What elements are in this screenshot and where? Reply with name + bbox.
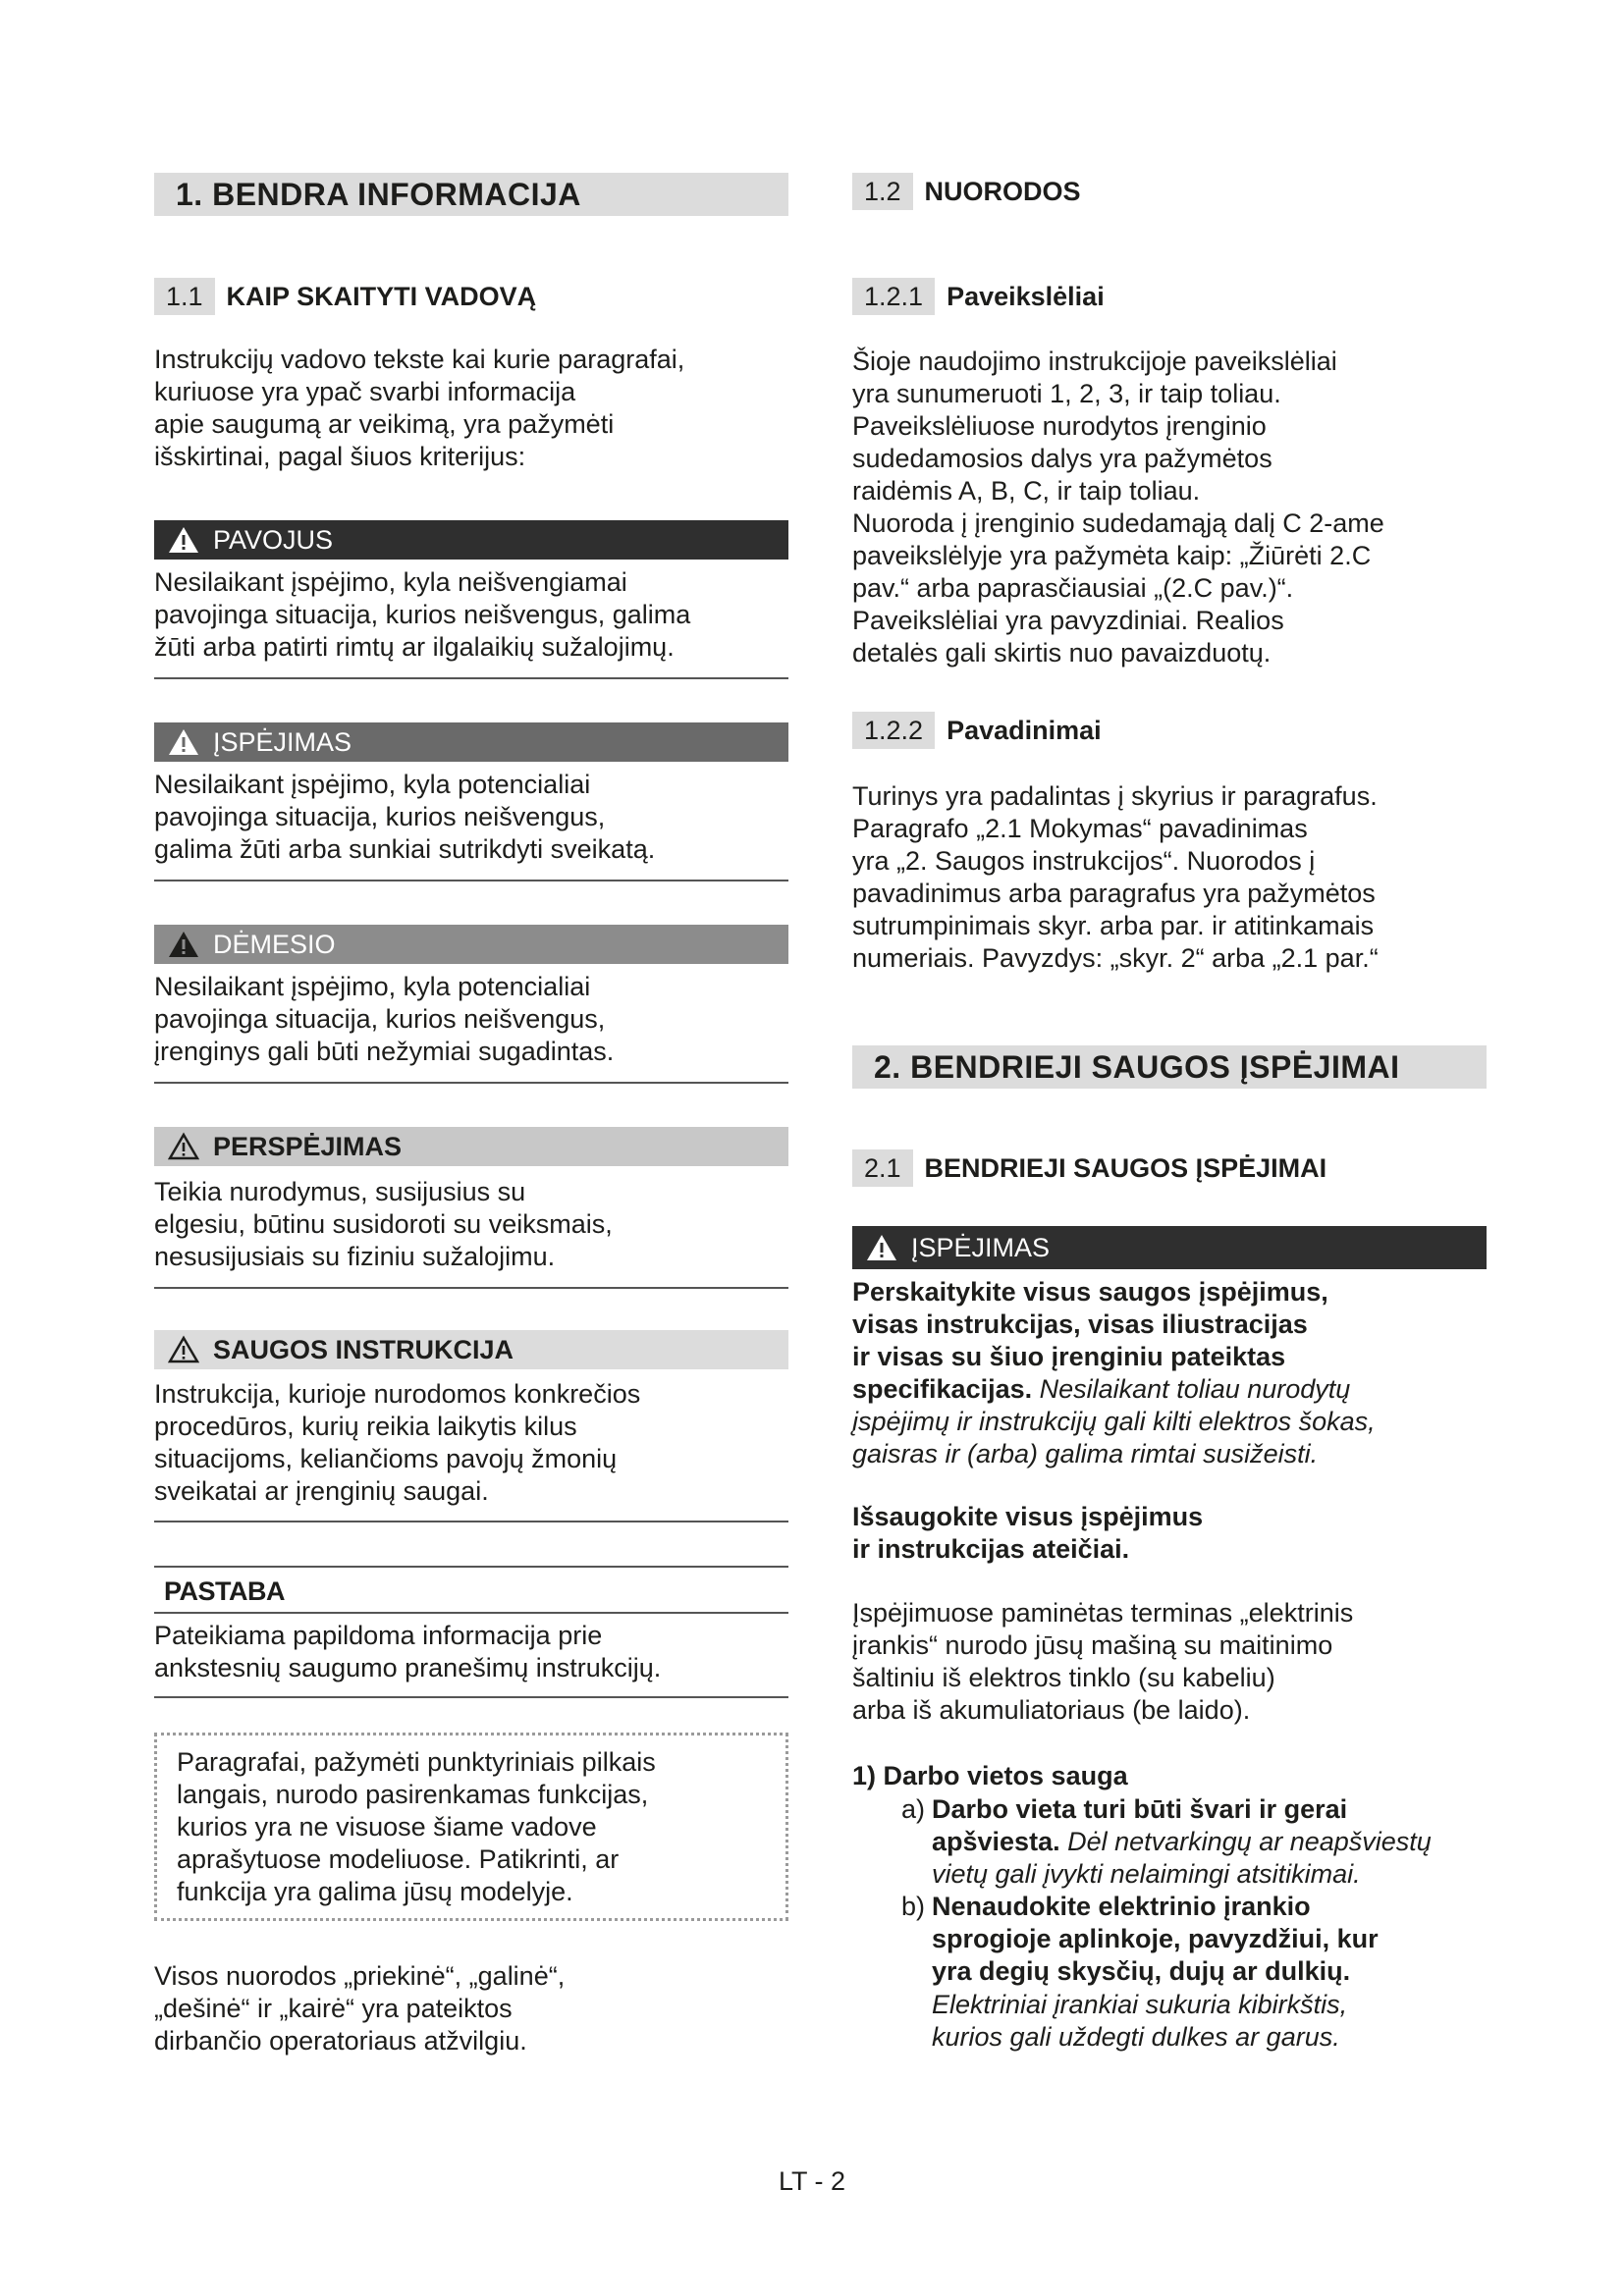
danger-text: Nesilaikant įspėjimo, kyla neišvengiamai pavojinga situacija, kurios neišvengus, galima žūti arba patirti rimtų ar ilgalaikių sužalojimų.: [154, 567, 691, 662]
notice-label: PERSPĖJIMAS: [213, 1131, 403, 1161]
divider: [154, 1696, 788, 1698]
section-1-heading: [154, 173, 788, 216]
warning-label: ĮSPĖJIMAS: [213, 726, 352, 757]
safety-instruction-label: SAUGOS INSTRUKCIJA: [213, 1334, 514, 1364]
notice-bar: [154, 1127, 788, 1166]
item-a-prefix: a): [901, 1794, 926, 1824]
intro-paragraph: Instrukcijų vadovo tekste kai kurie paragrafai, kuriuose yra ypač svarbi informacija apie saugumą ar veikimą, yra pažymėti išskirtinai, pagal šiuos kriterijus:: [154, 345, 685, 471]
warning-outline-icon: [168, 1132, 199, 1161]
safety-instruction-text: Instrukcija, kurioje nurodomos konkrečios procedūros, kurių reikia laikytis kilus situacijoms, keliančioms pavojų žmonių sveikatai ar įrenginių saugai.: [154, 1379, 641, 1506]
general-warning-label: ĮSPĖJIMAS: [911, 1232, 1051, 1262]
section-2-1-number: 2.1: [852, 1149, 913, 1187]
optional-feature-box: [154, 1733, 788, 1921]
danger-label: PAVOJUS: [213, 524, 334, 555]
section-1-2-2-heading: [852, 712, 1102, 749]
warning-outline-icon: [168, 1335, 199, 1364]
caution-bar: [154, 925, 788, 964]
section-1-1-number: 1.1: [154, 278, 215, 315]
item-a-text: [932, 1793, 1491, 1891]
divider: [154, 1287, 788, 1289]
section-1-2-heading: [852, 173, 1081, 210]
notice-text: Teikia nurodymus, susijusius su elgesiu, būtinu susidoroti su veiksmais, nesusijusiais su fiziniu sužalojimu.: [154, 1177, 613, 1271]
item-a-bold: Darbo vieta turi būti švari ir gerai apšviesta.: [932, 1794, 1348, 1856]
general-warning-bar: [852, 1226, 1487, 1269]
section-1-1-title: KAIP SKAITYTI VADOVĄ: [226, 282, 537, 311]
item-b-italic: Elektriniai įrankiai sukuria kibirkštis, kurios gali uždegti dulkes ar garus.: [932, 1990, 1348, 2052]
safety-instruction-bar: [154, 1330, 788, 1369]
section-1-1-heading: [154, 278, 536, 315]
general-warning-text: [852, 1276, 1490, 1470]
references-text: Visos nuorodos „priekinė“, „galinė“, „dešinė“ ir „kairė“ yra pateiktos dirbančio operatoriaus atžvilgiu.: [154, 1961, 566, 2056]
general-warning-bold: Perskaitykite visus saugos įspėjimus, visas instrukcijas, visas iliustracijas ir visas su šiuo įrenginiu pateiktas specifikacijas.: [852, 1277, 1328, 1404]
item-b-bold: Nenaudokite elektrinio įrankio sprogioje aplinkoje, pavyzdžiui, kur yra degių skysčių, dujų ar dulkių.: [932, 1892, 1379, 1986]
section-2-heading: [852, 1045, 1487, 1089]
divider: [154, 1521, 788, 1522]
section-1-2-title: NUORODOS: [924, 177, 1081, 206]
save-instructions-text: Išsaugokite visus įspėjimus ir instrukcijas ateičiai.: [852, 1502, 1204, 1564]
divider: [154, 1612, 788, 1614]
section-1-2-2-number: 1.2.2: [852, 712, 935, 749]
caution-text: Nesilaikant įspėjimo, kyla potencialiai pavojinga situacija, kurios neišvengus, įrenginys gali būti nežymiai sugadintas.: [154, 972, 615, 1066]
warning-triangle-icon: [168, 525, 199, 555]
warning-triangle-icon: [168, 930, 199, 959]
work-area-safety-heading: 1) Darbo vietos sauga: [852, 1761, 1128, 1790]
section-1-2-number: 1.2: [852, 173, 913, 210]
general-warning-italic: Nesilaikant toliau nurodytų įspėjimų ir instrukcijų gali kilti elektros šokas, gaisras ir (arba) galima rimtai susižeisti.: [852, 1374, 1376, 1468]
caution-label: DĖMESIO: [213, 929, 336, 959]
divider: [154, 1566, 788, 1568]
optional-feature-text: Paragrafai, pažymėti punktyriniais pilkais langais, nurodo pasirenkamas funkcijas, kurios yra ne visuose šiame vadove aprašytuose modeliuose. Patikrinti, ar funkcija yra galima jūsų modelyje.: [177, 1747, 656, 1906]
warning-text: Nesilaikant įspėjimo, kyla potencialiai pavojinga situacija, kurios neišvengus, galima žūti arba sunkiai sutrikdyti sveikatą.: [154, 770, 656, 864]
section-2-1-heading: [852, 1149, 1326, 1187]
note-text: Pateikiama papildoma informacija prie ankstesnių saugumo pranešimų instrukcijų.: [154, 1621, 662, 1682]
item-b-prefix: b): [901, 1892, 926, 1921]
warning-bar: [154, 722, 788, 762]
divider: [154, 677, 788, 679]
divider: [154, 880, 788, 881]
term-definition-text: Įspėjimuose paminėtas terminas „elektrinis įrankis“ nurodo jūsų mašiną su maitinimo šaltiniu iš elektros tinklo (su kabeliu) arba iš akumuliatoriaus (be laido).: [852, 1598, 1354, 1725]
section-1-2-1-title: Paveikslėliai: [947, 282, 1105, 311]
section-1-2-2-title: Pavadinimai: [947, 716, 1102, 745]
page-number: LT - 2: [778, 2166, 846, 2196]
item-a-italic: Dėl netvarkingų ar neapšviestų vietų gali įvykti nelaimingi atsitikimai.: [932, 1827, 1432, 1889]
note-label: PASTABA: [164, 1576, 285, 1606]
warning-triangle-icon: [866, 1233, 897, 1262]
titles-text: Turinys yra padalintas į skyrius ir paragrafus. Paragrafo „2.1 Mokymas“ pavadinimas yra „2. Saugos instrukcijos“. Nuorodos į pavadinimus arba paragrafus yra pažymėtos sutrumpinimais skyr. arba par. ir atitinkamais numeriais. Pavyzdys: „skyr. 2“ arba „2.1 par.“: [852, 781, 1379, 973]
danger-bar: [154, 520, 788, 560]
section-1-2-1-heading: [852, 278, 1105, 315]
section-2-title: 2. BENDRIEJI SAUGOS ĮSPĖJIMAI: [874, 1049, 1400, 1085]
section-1-title: 1. BENDRA INFORMACIJA: [176, 177, 581, 212]
section-2-1-title: BENDRIEJI SAUGOS ĮSPĖJIMAI: [924, 1153, 1327, 1183]
section-1-2-1-number: 1.2.1: [852, 278, 935, 315]
warning-triangle-icon: [168, 727, 199, 757]
divider: [154, 1082, 788, 1084]
figures-text: Šioje naudojimo instrukcijoje paveikslėliai yra sunumeruoti 1, 2, 3, ir taip toliau. Paveikslėliuose nurodytos įrenginio sudedamosios dalys yra pažymėtos raidėmis A, B, C, ir taip toliau. Nuoroda į įrenginio sudedamąją dalį C 2-ame paveikslėlyje yra pažymėta kaip: „Žiūrėti 2.C pav.“ arba paprasčiausiai „(2.C pav.)“. Paveikslėliai yra pavyzdiniai. Realios detalės gali skirtis nuo pavaizduotų.: [852, 347, 1384, 667]
